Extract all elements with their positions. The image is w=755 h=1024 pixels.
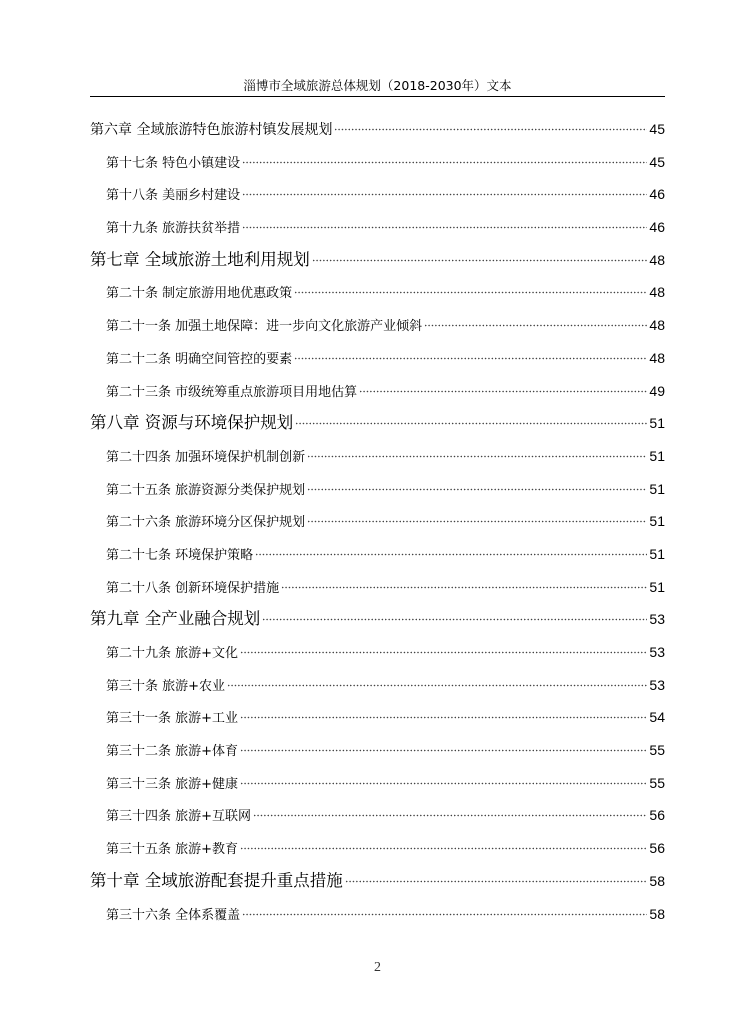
toc-dot-leader <box>240 772 647 785</box>
toc-entry-label: 第二十三条 市级统筹重点旅游项目用地估算 <box>106 384 358 400</box>
toc-entry-page: 49 <box>649 382 665 399</box>
toc-entry-label: 第二十二条 明确空间管控的要素 <box>106 351 293 367</box>
toc-entry-page: 51 <box>649 415 665 432</box>
toc-dot-leader <box>242 151 647 164</box>
toc-entry-label: 第三十四条 旅游+互联网 <box>106 809 252 825</box>
toc-article-entry[interactable] <box>90 767 665 800</box>
toc-entry-page: 51 <box>649 513 665 530</box>
toc-dot-leader <box>307 445 647 458</box>
toc-chapter-entry[interactable] <box>90 407 665 440</box>
toc-entry-page: 48 <box>649 284 665 301</box>
toc-dot-leader <box>345 866 648 883</box>
toc-article-entry[interactable] <box>90 342 665 375</box>
toc-entry-page: 58 <box>649 905 665 922</box>
toc-dot-leader <box>262 605 647 622</box>
toc-chapter-entry[interactable] <box>90 113 665 146</box>
toc-entry-label: 第三十五条 旅游+教育 <box>106 842 239 858</box>
toc-entry-page: 45 <box>649 121 665 137</box>
toc-dot-leader <box>294 281 647 294</box>
toc-entry-label: 第六章 全域旅游特色旅游村镇发展规划 <box>90 122 333 138</box>
toc-dot-leader <box>312 245 648 262</box>
toc-entry-label: 第十七条 特色小镇建设 <box>106 155 241 171</box>
toc-entry-label: 第二十九条 旅游+文化 <box>106 646 239 661</box>
toc-entry-page: 48 <box>649 251 665 268</box>
toc-entry-label: 第三十一条 旅游+工业 <box>106 711 239 727</box>
running-header: 淄博市全域旅游总体规划（2018-2030年）文本 <box>90 76 665 97</box>
toc-dot-leader <box>307 510 647 523</box>
toc-chapter-entry[interactable] <box>90 603 665 636</box>
toc-entry-label: 第二十八条 创新环境保护措施 <box>106 580 280 596</box>
toc-dot-leader <box>227 674 647 687</box>
toc-dot-leader <box>253 804 647 817</box>
toc-entry-page: 51 <box>649 578 665 595</box>
toc-entry-page: 48 <box>649 349 665 366</box>
toc-entry-label: 第七章 全域旅游土地利用规划 <box>90 249 310 269</box>
toc-article-entry[interactable] <box>90 701 665 734</box>
toc-dot-leader <box>307 478 647 491</box>
toc-chapter-entry[interactable] <box>90 865 665 898</box>
toc-entry-label: 第十章 全域旅游配套提升重点措施 <box>90 870 343 890</box>
toc-entry-label: 第十九条 旅游扶贫举措 <box>106 221 241 237</box>
toc-entry-page: 56 <box>649 807 665 824</box>
toc-article-entry[interactable] <box>90 799 665 832</box>
toc-entry-label: 第二十四条 加强环境保护机制创新 <box>106 449 306 465</box>
toc-dot-leader <box>242 216 647 229</box>
toc-article-entry[interactable] <box>90 898 665 931</box>
toc-dot-leader <box>240 641 647 654</box>
toc-entry-label: 第十八条 美丽乡村建设 <box>106 188 241 204</box>
toc-article-entry[interactable] <box>90 375 665 408</box>
toc-entry-label: 第八章 资源与环境保护规划 <box>90 413 294 433</box>
toc-entry-label: 第二十六条 旅游环境分区保护规划 <box>106 515 306 531</box>
toc-dot-leader <box>424 314 647 327</box>
toc-dot-leader <box>294 347 647 360</box>
toc-dot-leader <box>240 837 647 850</box>
toc-article-entry[interactable] <box>90 276 665 309</box>
toc-dot-leader <box>240 739 647 752</box>
toc-article-entry[interactable] <box>90 832 665 865</box>
toc-entry-page: 55 <box>649 774 665 791</box>
toc-dot-leader <box>255 543 647 556</box>
toc-dot-leader <box>295 409 647 426</box>
toc-entry-page: 46 <box>649 186 665 203</box>
toc-dot-leader <box>242 903 647 916</box>
toc-entry-page: 48 <box>649 317 665 334</box>
toc-entry-page: 51 <box>649 480 665 497</box>
toc-article-entry[interactable] <box>90 146 665 179</box>
toc-chapter-entry[interactable] <box>90 244 665 277</box>
page-number: 2 <box>374 960 381 975</box>
toc-entry-label: 第九章 全产业融合规划 <box>90 609 261 629</box>
toc-article-entry[interactable] <box>90 734 665 767</box>
toc-article-entry[interactable] <box>90 538 665 571</box>
toc-article-entry[interactable] <box>90 571 665 604</box>
toc-dot-leader <box>242 183 647 196</box>
toc-entry-page: 45 <box>649 153 665 170</box>
toc-article-entry[interactable] <box>90 473 665 506</box>
toc-entry-page: 58 <box>649 872 665 889</box>
toc-dot-leader <box>334 117 647 131</box>
toc-dot-leader <box>281 576 647 589</box>
toc-article-entry[interactable] <box>90 505 665 538</box>
toc-entry-label: 第二十五条 旅游资源分类保护规划 <box>106 482 306 498</box>
toc-entry-page: 54 <box>649 709 665 726</box>
toc-entry-page: 56 <box>649 840 665 857</box>
toc-entry-label: 第二十一条 加强土地保障：进一步向文化旅游产业倾斜 <box>106 319 423 335</box>
toc-entry-label: 第三十二条 旅游+体育 <box>106 744 239 760</box>
toc-entry-page: 46 <box>649 219 665 236</box>
toc-article-entry[interactable] <box>90 636 665 669</box>
table-of-contents <box>90 113 665 930</box>
toc-entry-label: 第三十六条 全体系覆盖 <box>106 907 241 923</box>
toc-article-entry[interactable] <box>90 211 665 244</box>
toc-entry-label: 第二十条 制定旅游用地优惠政策 <box>106 286 293 302</box>
toc-entry-page: 51 <box>649 447 665 464</box>
toc-entry-label: 第二十七条 环境保护策略 <box>106 547 254 563</box>
toc-entry-page: 55 <box>649 742 665 759</box>
toc-entry-page: 51 <box>649 545 665 562</box>
toc-dot-leader <box>240 706 647 719</box>
toc-entry-label: 第三十三条 旅游+健康 <box>106 776 239 792</box>
toc-article-entry[interactable] <box>90 669 665 702</box>
toc-article-entry[interactable] <box>90 440 665 473</box>
toc-entry-page: 53 <box>649 611 665 628</box>
toc-article-entry[interactable] <box>90 309 665 342</box>
toc-entry-label: 第三十条 旅游+农业 <box>106 678 226 694</box>
toc-entry-page: 53 <box>649 676 665 693</box>
toc-dot-leader <box>359 380 647 393</box>
toc-entry-page: 53 <box>649 644 665 660</box>
toc-article-entry[interactable] <box>90 178 665 211</box>
